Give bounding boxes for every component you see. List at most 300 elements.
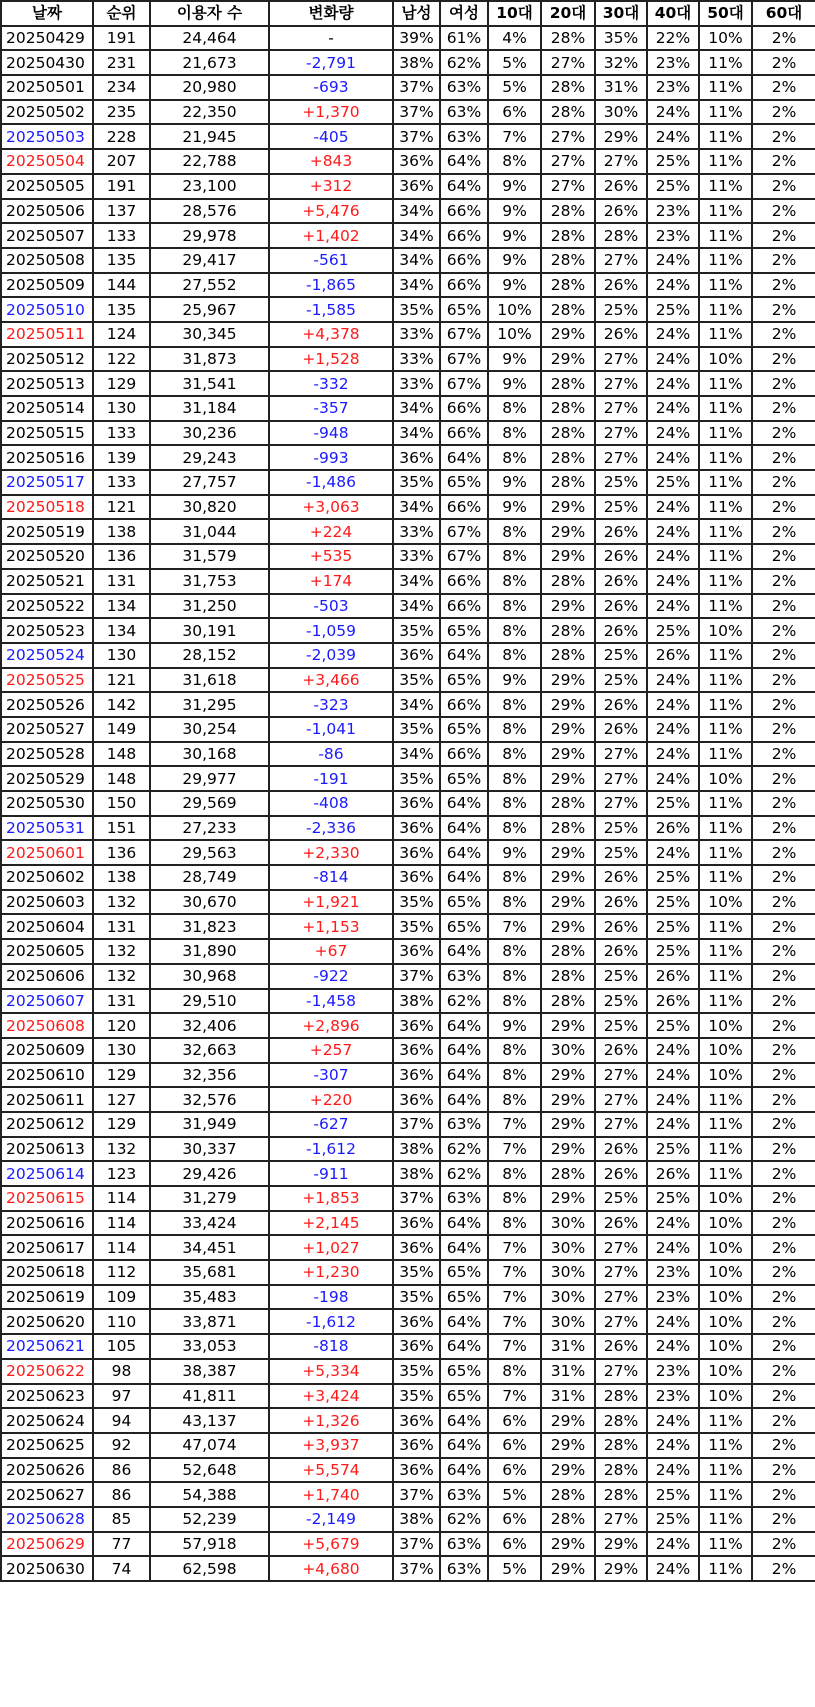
cell-age-30s: 27%	[595, 421, 647, 446]
cell-male: 35%	[393, 1285, 440, 1310]
cell-date: 20250610	[1, 1063, 93, 1088]
cell-change: -1,612	[269, 1309, 393, 1334]
cell-rank: 207	[93, 149, 150, 174]
cell-age-40s: 25%	[647, 1186, 699, 1211]
cell-age-50s: 11%	[699, 174, 752, 199]
cell-age-20s: 28%	[541, 569, 595, 594]
cell-age-20s: 31%	[541, 1384, 595, 1409]
cell-age-50s: 11%	[699, 668, 752, 693]
cell-rank: 138	[93, 519, 150, 544]
cell-age-30s: 26%	[595, 1334, 647, 1359]
cell-age-20s: 29%	[541, 347, 595, 372]
cell-age-20s: 29%	[541, 544, 595, 569]
cell-male: 36%	[393, 939, 440, 964]
cell-age-10s: 9%	[488, 840, 541, 865]
cell-age-40s: 25%	[647, 1482, 699, 1507]
cell-age-20s: 27%	[541, 149, 595, 174]
cell-change: -405	[269, 124, 393, 149]
cell-change: -	[269, 26, 393, 51]
cell-age-40s: 24%	[647, 1309, 699, 1334]
cell-users: 32,356	[150, 1063, 269, 1088]
cell-age-40s: 24%	[647, 840, 699, 865]
table-body	[1, 26, 815, 1581]
cell-female: 66%	[440, 742, 488, 767]
cell-rank: 131	[93, 989, 150, 1014]
cell-users: 22,350	[150, 100, 269, 125]
cell-rank: 228	[93, 124, 150, 149]
cell-age-60s: 2%	[752, 618, 815, 643]
cell-age-30s: 26%	[595, 519, 647, 544]
cell-change: +5,476	[269, 199, 393, 224]
cell-age-30s: 27%	[595, 1507, 647, 1532]
cell-age-10s: 6%	[488, 1433, 541, 1458]
table-row	[1, 692, 815, 717]
cell-age-40s: 24%	[647, 322, 699, 347]
cell-female: 66%	[440, 248, 488, 273]
cell-male: 34%	[393, 421, 440, 446]
cell-age-50s: 10%	[699, 1038, 752, 1063]
cell-age-60s: 2%	[752, 1458, 815, 1483]
cell-age-30s: 26%	[595, 594, 647, 619]
cell-age-20s: 29%	[541, 1063, 595, 1088]
cell-rank: 74	[93, 1556, 150, 1581]
cell-age-40s: 25%	[647, 939, 699, 964]
cell-age-20s: 29%	[541, 914, 595, 939]
cell-age-50s: 11%	[699, 742, 752, 767]
cell-age-10s: 8%	[488, 964, 541, 989]
cell-age-60s: 2%	[752, 1013, 815, 1038]
cell-female: 65%	[440, 668, 488, 693]
cell-date: 20250601	[1, 840, 93, 865]
cell-male: 36%	[393, 1235, 440, 1260]
cell-age-40s: 25%	[647, 174, 699, 199]
cell-age-30s: 28%	[595, 1482, 647, 1507]
cell-female: 66%	[440, 223, 488, 248]
cell-age-50s: 11%	[699, 371, 752, 396]
cell-change: -503	[269, 594, 393, 619]
cell-age-60s: 2%	[752, 544, 815, 569]
cell-male: 38%	[393, 1507, 440, 1532]
cell-male: 34%	[393, 273, 440, 298]
cell-age-30s: 28%	[595, 1408, 647, 1433]
cell-users: 29,977	[150, 766, 269, 791]
cell-users: 33,871	[150, 1309, 269, 1334]
cell-age-50s: 11%	[699, 1433, 752, 1458]
table-row	[1, 223, 815, 248]
cell-female: 64%	[440, 1309, 488, 1334]
cell-age-50s: 11%	[699, 396, 752, 421]
table-row	[1, 1137, 815, 1162]
cell-rank: 92	[93, 1433, 150, 1458]
cell-age-50s: 11%	[699, 322, 752, 347]
table-row	[1, 273, 815, 298]
cell-rank: 142	[93, 692, 150, 717]
cell-age-10s: 10%	[488, 322, 541, 347]
cell-age-60s: 2%	[752, 865, 815, 890]
cell-male: 39%	[393, 26, 440, 51]
cell-change: -2,791	[269, 50, 393, 75]
cell-change: +1,153	[269, 914, 393, 939]
cell-male: 36%	[393, 1458, 440, 1483]
cell-age-30s: 25%	[595, 989, 647, 1014]
cell-users: 30,191	[150, 618, 269, 643]
cell-male: 33%	[393, 371, 440, 396]
cell-users: 30,236	[150, 421, 269, 446]
cell-change: +1,853	[269, 1186, 393, 1211]
cell-age-20s: 29%	[541, 322, 595, 347]
cell-female: 65%	[440, 766, 488, 791]
cell-female: 63%	[440, 1186, 488, 1211]
cell-rank: 94	[93, 1408, 150, 1433]
cell-date: 20250529	[1, 766, 93, 791]
cell-users: 21,945	[150, 124, 269, 149]
cell-rank: 133	[93, 470, 150, 495]
cell-male: 34%	[393, 396, 440, 421]
cell-age-40s: 23%	[647, 1384, 699, 1409]
cell-age-60s: 2%	[752, 223, 815, 248]
cell-age-10s: 8%	[488, 816, 541, 841]
table-row	[1, 569, 815, 594]
table-row	[1, 124, 815, 149]
header-age-20s: 20대	[541, 1, 595, 26]
cell-rank: 131	[93, 914, 150, 939]
cell-age-50s: 11%	[699, 1408, 752, 1433]
cell-female: 61%	[440, 26, 488, 51]
cell-male: 35%	[393, 470, 440, 495]
cell-date: 20250503	[1, 124, 93, 149]
cell-rank: 136	[93, 544, 150, 569]
cell-male: 36%	[393, 1334, 440, 1359]
cell-age-20s: 30%	[541, 1235, 595, 1260]
cell-change: -86	[269, 742, 393, 767]
cell-age-60s: 2%	[752, 840, 815, 865]
table-row	[1, 668, 815, 693]
cell-age-50s: 11%	[699, 964, 752, 989]
table-row	[1, 1433, 815, 1458]
cell-male: 34%	[393, 199, 440, 224]
table-row	[1, 445, 815, 470]
cell-change: -922	[269, 964, 393, 989]
table-row	[1, 1235, 815, 1260]
table-row	[1, 347, 815, 372]
cell-female: 66%	[440, 594, 488, 619]
cell-age-40s: 24%	[647, 692, 699, 717]
cell-change: +224	[269, 519, 393, 544]
cell-age-50s: 11%	[699, 643, 752, 668]
table-row	[1, 519, 815, 544]
cell-age-60s: 2%	[752, 1556, 815, 1581]
cell-change: +174	[269, 569, 393, 594]
cell-users: 31,949	[150, 1112, 269, 1137]
table-row	[1, 1334, 815, 1359]
cell-age-50s: 11%	[699, 1482, 752, 1507]
cell-date: 20250524	[1, 643, 93, 668]
table-row	[1, 1038, 815, 1063]
cell-age-10s: 8%	[488, 1161, 541, 1186]
cell-users: 24,464	[150, 26, 269, 51]
cell-female: 63%	[440, 75, 488, 100]
cell-female: 64%	[440, 1013, 488, 1038]
cell-age-50s: 10%	[699, 1063, 752, 1088]
cell-female: 66%	[440, 569, 488, 594]
cell-age-20s: 28%	[541, 939, 595, 964]
cell-female: 66%	[440, 199, 488, 224]
cell-age-60s: 2%	[752, 914, 815, 939]
cell-age-40s: 24%	[647, 1211, 699, 1236]
cell-age-50s: 11%	[699, 939, 752, 964]
cell-female: 64%	[440, 1458, 488, 1483]
cell-male: 38%	[393, 1137, 440, 1162]
cell-age-50s: 11%	[699, 199, 752, 224]
cell-age-60s: 2%	[752, 1260, 815, 1285]
cell-male: 35%	[393, 1384, 440, 1409]
cell-age-50s: 11%	[699, 470, 752, 495]
cell-rank: 121	[93, 668, 150, 693]
cell-age-50s: 11%	[699, 445, 752, 470]
cell-change: +535	[269, 544, 393, 569]
cell-age-30s: 27%	[595, 371, 647, 396]
cell-female: 62%	[440, 50, 488, 75]
cell-age-20s: 29%	[541, 1408, 595, 1433]
cell-date: 20250521	[1, 569, 93, 594]
cell-age-10s: 8%	[488, 421, 541, 446]
cell-age-30s: 25%	[595, 643, 647, 668]
cell-age-40s: 24%	[647, 421, 699, 446]
cell-age-30s: 27%	[595, 766, 647, 791]
cell-age-60s: 2%	[752, 519, 815, 544]
cell-date: 20250502	[1, 100, 93, 125]
cell-change: +4,378	[269, 322, 393, 347]
cell-date: 20250626	[1, 1458, 93, 1483]
cell-users: 21,673	[150, 50, 269, 75]
cell-female: 64%	[440, 1334, 488, 1359]
cell-date: 20250609	[1, 1038, 93, 1063]
cell-age-30s: 26%	[595, 1038, 647, 1063]
table-row	[1, 964, 815, 989]
cell-age-10s: 7%	[488, 124, 541, 149]
cell-age-50s: 10%	[699, 766, 752, 791]
table-row	[1, 865, 815, 890]
cell-female: 63%	[440, 124, 488, 149]
cell-female: 64%	[440, 1087, 488, 1112]
cell-age-30s: 25%	[595, 1013, 647, 1038]
cell-date: 20250603	[1, 890, 93, 915]
cell-age-60s: 2%	[752, 1285, 815, 1310]
cell-users: 31,618	[150, 668, 269, 693]
cell-change: -1,585	[269, 297, 393, 322]
cell-age-60s: 2%	[752, 569, 815, 594]
cell-male: 37%	[393, 964, 440, 989]
cell-age-50s: 11%	[699, 1532, 752, 1557]
cell-age-10s: 8%	[488, 791, 541, 816]
cell-male: 37%	[393, 1112, 440, 1137]
cell-age-30s: 26%	[595, 865, 647, 890]
cell-female: 65%	[440, 618, 488, 643]
cell-female: 62%	[440, 989, 488, 1014]
cell-change: -2,039	[269, 643, 393, 668]
cell-change: +67	[269, 939, 393, 964]
cell-age-20s: 29%	[541, 1556, 595, 1581]
cell-users: 31,044	[150, 519, 269, 544]
cell-age-10s: 7%	[488, 1235, 541, 1260]
cell-female: 62%	[440, 1507, 488, 1532]
cell-male: 36%	[393, 643, 440, 668]
cell-change: -948	[269, 421, 393, 446]
cell-date: 20250514	[1, 396, 93, 421]
cell-male: 38%	[393, 1161, 440, 1186]
cell-users: 38,387	[150, 1359, 269, 1384]
cell-date: 20250616	[1, 1211, 93, 1236]
table-row	[1, 939, 815, 964]
cell-change: -993	[269, 445, 393, 470]
cell-female: 66%	[440, 692, 488, 717]
cell-age-50s: 10%	[699, 1260, 752, 1285]
cell-rank: 121	[93, 495, 150, 520]
cell-age-30s: 27%	[595, 1260, 647, 1285]
cell-age-60s: 2%	[752, 964, 815, 989]
cell-age-20s: 29%	[541, 1532, 595, 1557]
table-row	[1, 766, 815, 791]
cell-male: 36%	[393, 1063, 440, 1088]
cell-male: 36%	[393, 791, 440, 816]
cell-change: -332	[269, 371, 393, 396]
cell-users: 62,598	[150, 1556, 269, 1581]
cell-change: +1,740	[269, 1482, 393, 1507]
table-row	[1, 816, 815, 841]
cell-age-60s: 2%	[752, 149, 815, 174]
cell-change: +3,466	[269, 668, 393, 693]
cell-date: 20250531	[1, 816, 93, 841]
cell-age-50s: 10%	[699, 618, 752, 643]
cell-users: 30,254	[150, 717, 269, 742]
cell-date: 20250510	[1, 297, 93, 322]
cell-change: -1,458	[269, 989, 393, 1014]
cell-date: 20250605	[1, 939, 93, 964]
cell-change: -911	[269, 1161, 393, 1186]
cell-male: 37%	[393, 124, 440, 149]
cell-age-50s: 11%	[699, 297, 752, 322]
cell-male: 36%	[393, 865, 440, 890]
cell-age-20s: 28%	[541, 297, 595, 322]
cell-age-60s: 2%	[752, 26, 815, 51]
cell-age-60s: 2%	[752, 766, 815, 791]
cell-age-40s: 25%	[647, 297, 699, 322]
cell-rank: 150	[93, 791, 150, 816]
cell-age-40s: 24%	[647, 544, 699, 569]
cell-date: 20250622	[1, 1359, 93, 1384]
cell-rank: 112	[93, 1260, 150, 1285]
cell-age-50s: 10%	[699, 1013, 752, 1038]
cell-change: -1,041	[269, 717, 393, 742]
cell-users: 54,388	[150, 1482, 269, 1507]
cell-age-10s: 8%	[488, 939, 541, 964]
cell-rank: 151	[93, 816, 150, 841]
cell-age-30s: 27%	[595, 1359, 647, 1384]
header-row	[1, 1, 815, 26]
cell-change: -198	[269, 1285, 393, 1310]
cell-age-60s: 2%	[752, 199, 815, 224]
cell-users: 31,753	[150, 569, 269, 594]
cell-date: 20250530	[1, 791, 93, 816]
cell-age-40s: 24%	[647, 396, 699, 421]
cell-users: 31,279	[150, 1186, 269, 1211]
cell-users: 30,968	[150, 964, 269, 989]
cell-age-40s: 26%	[647, 643, 699, 668]
cell-age-10s: 8%	[488, 519, 541, 544]
cell-users: 33,424	[150, 1211, 269, 1236]
cell-age-10s: 4%	[488, 26, 541, 51]
cell-rank: 129	[93, 1112, 150, 1137]
cell-age-10s: 9%	[488, 273, 541, 298]
cell-age-40s: 24%	[647, 248, 699, 273]
cell-male: 37%	[393, 1556, 440, 1581]
cell-age-20s: 27%	[541, 124, 595, 149]
cell-female: 66%	[440, 421, 488, 446]
table-row	[1, 1087, 815, 1112]
table-row	[1, 742, 815, 767]
cell-age-30s: 29%	[595, 1556, 647, 1581]
cell-age-40s: 25%	[647, 618, 699, 643]
cell-date: 20250613	[1, 1137, 93, 1162]
cell-users: 23,100	[150, 174, 269, 199]
cell-date: 20250611	[1, 1087, 93, 1112]
cell-age-10s: 9%	[488, 223, 541, 248]
cell-female: 64%	[440, 149, 488, 174]
cell-change: -357	[269, 396, 393, 421]
cell-change: +3,424	[269, 1384, 393, 1409]
cell-age-60s: 2%	[752, 643, 815, 668]
cell-female: 64%	[440, 1211, 488, 1236]
cell-age-20s: 29%	[541, 865, 595, 890]
cell-female: 65%	[440, 1285, 488, 1310]
cell-age-20s: 30%	[541, 1309, 595, 1334]
cell-change: -1,612	[269, 1137, 393, 1162]
cell-users: 31,579	[150, 544, 269, 569]
cell-age-20s: 29%	[541, 1458, 595, 1483]
cell-age-20s: 31%	[541, 1359, 595, 1384]
cell-age-50s: 11%	[699, 519, 752, 544]
cell-users: 47,074	[150, 1433, 269, 1458]
cell-age-40s: 25%	[647, 914, 699, 939]
cell-age-30s: 26%	[595, 569, 647, 594]
table-row	[1, 1408, 815, 1433]
cell-age-10s: 9%	[488, 347, 541, 372]
cell-age-30s: 25%	[595, 297, 647, 322]
cell-users: 35,681	[150, 1260, 269, 1285]
cell-date: 20250612	[1, 1112, 93, 1137]
cell-age-60s: 2%	[752, 421, 815, 446]
cell-age-50s: 10%	[699, 1285, 752, 1310]
table-row	[1, 1458, 815, 1483]
header-age-10s: 10대	[488, 1, 541, 26]
cell-male: 33%	[393, 544, 440, 569]
cell-age-50s: 11%	[699, 124, 752, 149]
cell-female: 64%	[440, 840, 488, 865]
cell-male: 37%	[393, 1186, 440, 1211]
table-row	[1, 1556, 815, 1581]
cell-users: 30,820	[150, 495, 269, 520]
cell-date: 20250522	[1, 594, 93, 619]
table-row	[1, 544, 815, 569]
table-row	[1, 594, 815, 619]
cell-age-50s: 10%	[699, 1334, 752, 1359]
cell-age-50s: 11%	[699, 1087, 752, 1112]
cell-age-50s: 11%	[699, 50, 752, 75]
cell-male: 34%	[393, 569, 440, 594]
cell-male: 36%	[393, 445, 440, 470]
cell-change: -561	[269, 248, 393, 273]
table-row	[1, 1285, 815, 1310]
